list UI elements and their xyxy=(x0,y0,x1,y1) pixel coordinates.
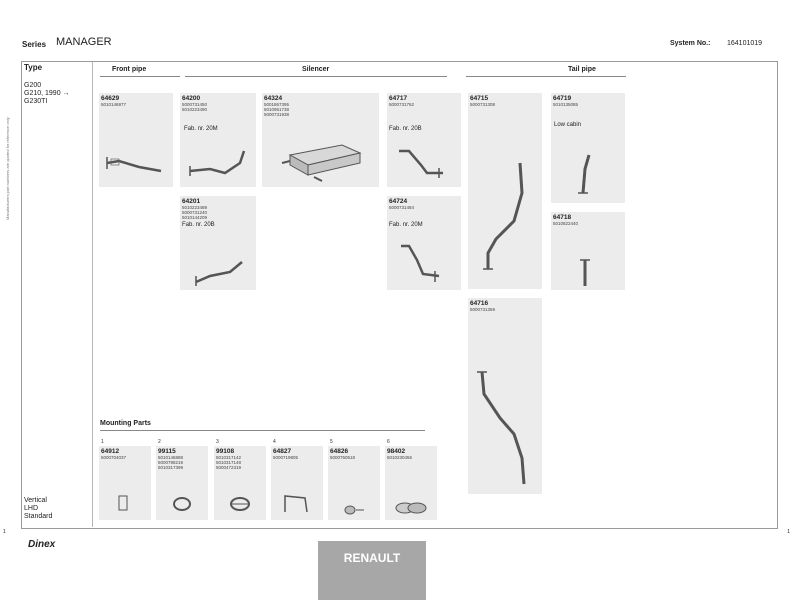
part-number: 64716 xyxy=(470,300,489,307)
bracket-icon xyxy=(99,446,151,520)
oem-ref: 5001867395 xyxy=(264,102,290,107)
oem-ref: 5010146888 xyxy=(158,455,184,460)
tail-pipe-icon xyxy=(387,196,461,290)
config-item: Standard xyxy=(24,513,53,520)
front-pipe-icon xyxy=(180,196,256,290)
tail-pipe-icon xyxy=(468,93,542,289)
part-card[interactable] xyxy=(468,93,542,289)
page-number: 1 xyxy=(787,529,790,535)
group-title-tail-pipe: Tail pipe xyxy=(568,66,596,73)
mounting-index: 3 xyxy=(216,439,219,445)
tail-pipe-icon xyxy=(387,93,461,187)
mounting-index: 6 xyxy=(387,439,390,445)
oem-ref: 5000731484 xyxy=(389,205,415,210)
model-item: G230TI xyxy=(24,98,48,105)
oem-ref: 5010144209 xyxy=(182,215,208,220)
part-number: 98402 xyxy=(387,448,406,455)
front-pipe-icon xyxy=(180,93,256,187)
config-item: Vertical xyxy=(24,497,47,504)
part-number: 64201 xyxy=(182,198,201,205)
oem-ref: 5000472319 xyxy=(216,465,242,470)
mounting-card[interactable] xyxy=(214,446,266,520)
dinex-logo: Dinex xyxy=(28,539,56,550)
series-value: MANAGER xyxy=(56,36,112,48)
part-number: 99108 xyxy=(216,448,235,455)
part-card[interactable] xyxy=(180,196,256,290)
mounting-index: 2 xyxy=(158,439,161,445)
oem-ref: 5010951738 xyxy=(264,107,290,112)
model-item: G210, 1990 → xyxy=(24,90,70,97)
part-number: 64324 xyxy=(264,95,283,102)
group-rule xyxy=(100,430,425,431)
oem-ref: 5000731762 xyxy=(389,102,415,107)
part-number: 64827 xyxy=(273,448,292,455)
mounting-parts-title: Mounting Parts xyxy=(100,420,151,427)
oem-ref: 5000731450 xyxy=(182,102,208,107)
tail-pipe-icon xyxy=(468,298,542,494)
vertical-disclaimer: Manufacturers part numbers are quoted for reference only xyxy=(5,117,10,220)
oem-ref: 5000798219 xyxy=(158,460,184,465)
sidebar-divider xyxy=(92,62,93,527)
config-item: LHD xyxy=(24,505,39,512)
oem-ref: 5000704037 xyxy=(101,455,127,460)
silencer-icon xyxy=(262,93,379,187)
oem-ref: 5010317399 xyxy=(158,465,184,470)
oem-ref: 5000719805 xyxy=(273,455,299,460)
group-rule xyxy=(466,76,626,77)
clamp-icon xyxy=(214,446,266,520)
oem-ref: 5000731240 xyxy=(182,210,208,215)
part-number: 64912 xyxy=(101,448,120,455)
part-note: Fab. nr. 20M xyxy=(184,126,218,132)
group-rule xyxy=(100,76,180,77)
oem-ref: 5010822440 xyxy=(553,221,579,226)
part-number: 64718 xyxy=(553,214,572,221)
oem-ref: 5010230456 xyxy=(387,455,413,460)
mounting-card[interactable] xyxy=(271,446,323,520)
page-number: 1 xyxy=(3,529,6,535)
oem-ref: 5000731359 xyxy=(470,307,496,312)
system-number-label: System No.: xyxy=(670,40,711,47)
part-number: 64717 xyxy=(389,95,408,102)
mounting-index: 5 xyxy=(330,439,333,445)
part-number: 64724 xyxy=(389,198,408,205)
mounting-index: 1 xyxy=(101,439,104,445)
part-card[interactable] xyxy=(99,93,173,187)
tail-pipe-icon xyxy=(551,93,625,203)
part-card[interactable] xyxy=(262,93,379,187)
mounting-index: 4 xyxy=(273,439,276,445)
part-note: Low cabin xyxy=(554,122,582,128)
part-number: 64719 xyxy=(553,95,572,102)
part-card[interactable] xyxy=(387,93,461,187)
model-item: G200 xyxy=(24,82,42,89)
oem-ref: 5000731938 xyxy=(264,112,290,117)
oem-ref: 5000731308 xyxy=(470,102,496,107)
part-number: 64629 xyxy=(101,95,120,102)
part-card[interactable] xyxy=(387,196,461,290)
group-title-silencer: Silencer xyxy=(302,66,330,73)
clamp-icon xyxy=(156,446,208,520)
part-note: Fab. nr. 20B xyxy=(182,222,215,228)
front-pipe-icon xyxy=(99,93,173,187)
type-label: Type xyxy=(24,63,43,72)
group-title-front-pipe: Front pipe xyxy=(112,66,147,73)
oem-ref: 5010146977 xyxy=(101,102,127,107)
part-number: 64826 xyxy=(330,448,349,455)
brand-label: RENAULT xyxy=(318,541,426,600)
part-card[interactable] xyxy=(551,93,625,203)
oem-ref: 5010317142 xyxy=(216,455,242,460)
hanger-icon xyxy=(271,446,323,520)
series-label: Series xyxy=(22,40,47,49)
group-rule xyxy=(185,76,447,77)
mounting-card[interactable] xyxy=(385,446,437,520)
tail-pipe-icon xyxy=(551,212,625,290)
system-number-value: 164101019 xyxy=(727,40,763,47)
oem-ref: 5010223490 xyxy=(182,107,208,112)
part-number: 64200 xyxy=(182,95,201,102)
oem-ref: 5010223489 xyxy=(182,205,208,210)
oem-ref: 5010135085 xyxy=(553,102,579,107)
part-note: Fab. nr. 20M xyxy=(389,222,423,228)
rubber-mount-icon xyxy=(328,446,380,520)
part-card[interactable] xyxy=(468,298,542,494)
part-note: Fab. nr. 20B xyxy=(389,126,422,132)
gasket-icon xyxy=(385,446,437,520)
part-number: 64715 xyxy=(470,95,489,102)
part-number: 99115 xyxy=(158,448,176,455)
oem-ref: 5010317148 xyxy=(216,460,242,465)
oem-ref: 5000750518 xyxy=(330,455,356,460)
mounting-card[interactable] xyxy=(156,446,208,520)
mounting-card[interactable] xyxy=(99,446,151,520)
part-card[interactable] xyxy=(551,212,625,290)
part-card[interactable] xyxy=(180,93,256,187)
mounting-card[interactable] xyxy=(328,446,380,520)
